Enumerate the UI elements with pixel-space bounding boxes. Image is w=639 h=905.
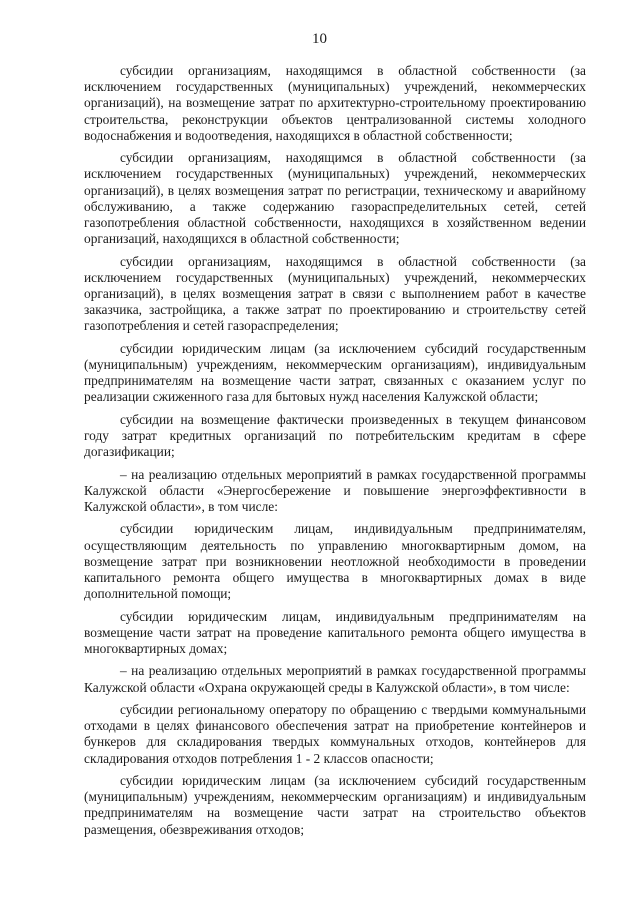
paragraph: субсидии юридическим лицам (за исключением субсидий государственным (муниципальным) учреждениям, некоммерческим организациям) и индивидуальным предпринимателям на возмещение части затрат на строительство объектов размещения, обезвреживания отходов; — [84, 773, 586, 837]
paragraph: субсидии организациям, находящимся в областной собственности (за исключением государственных (муниципальных) учреждений, некоммерческих организаций), в целях возмещения затрат по регистрации, техническому и аварийному обслуживанию, а также содержанию газораспределительных сетей, сетей газопотребления областной собственности, находящихся в хозяйственном ведении организаций, находящихся в областной собственности; — [84, 150, 586, 247]
paragraph: субсидии юридическим лицам (за исключением субсидий государственным (муниципальным) учреждениям, некоммерческим организациям), индивидуальным предпринимателям на возмещение части затрат, связанных с оказанием услуг по реализации сжиженного газа для бытовых нужд населения Калужской области; — [84, 340, 586, 405]
paragraph: – на реализацию отдельных мероприятий в рамках государственной программы Калужской области «Охрана окружающей среды в Калужской области», в том числе: — [84, 663, 586, 695]
document-body — [84, 63, 586, 844]
paragraph: – на реализацию отдельных мероприятий в рамках государственной программы Калужской области «Энергосбережение и повышение энергоэффективности в Калужской области», в том числе: — [84, 466, 586, 515]
paragraph: субсидии организациям, находящимся в областной собственности (за исключением государственных (муниципальных) учреждений, некоммерческих организаций), в целях возмещения затрат в связи с выполнением работ в качестве заказчика, застройщика, а также затрат по проектированию и строительству сетей газопотребления и сетей газораспределения; — [84, 253, 586, 334]
paragraph: субсидии юридическим лицам, индивидуальным предпринимателям на возмещение части затрат на проведение капитального ремонта общего имущества в многоквартирных домах; — [84, 608, 586, 657]
paragraph: субсидии организациям, находящимся в областной собственности (за исключением государственных (муниципальных) учреждений, некоммерческих организаций), на возмещение затрат по архитектурно-строительному проектированию строительства, реконструкции объектов централизованной системы холодного водоснабжения и водоотведения, находящихся в областной собственности; — [84, 63, 586, 143]
paragraph: субсидии юридическим лицам, индивидуальным предпринимателям, осуществляющим деятельность по управлению многоквартирным домом, на возмещение затрат при возникновении неотложной необходимости в проведении капитального ремонта общего имущества в многоквартирных домах в виде дополнительной помощи; — [84, 521, 586, 602]
page-number: 10 — [312, 31, 327, 47]
paragraph: субсидии региональному оператору по обращению с твердыми коммунальными отходами в целях финансового обеспечения затрат на приобретение контейнеров и бункеров для складирования твердых коммунальных отходов, контейнеров для складирования отходов потребления 1 - 2 классов опасности; — [84, 702, 586, 766]
paragraph: субсидии на возмещение фактически произведенных в текущем финансовом году затрат кредитных организаций по потребительским кредитам в сфере догазификации; — [84, 411, 586, 460]
